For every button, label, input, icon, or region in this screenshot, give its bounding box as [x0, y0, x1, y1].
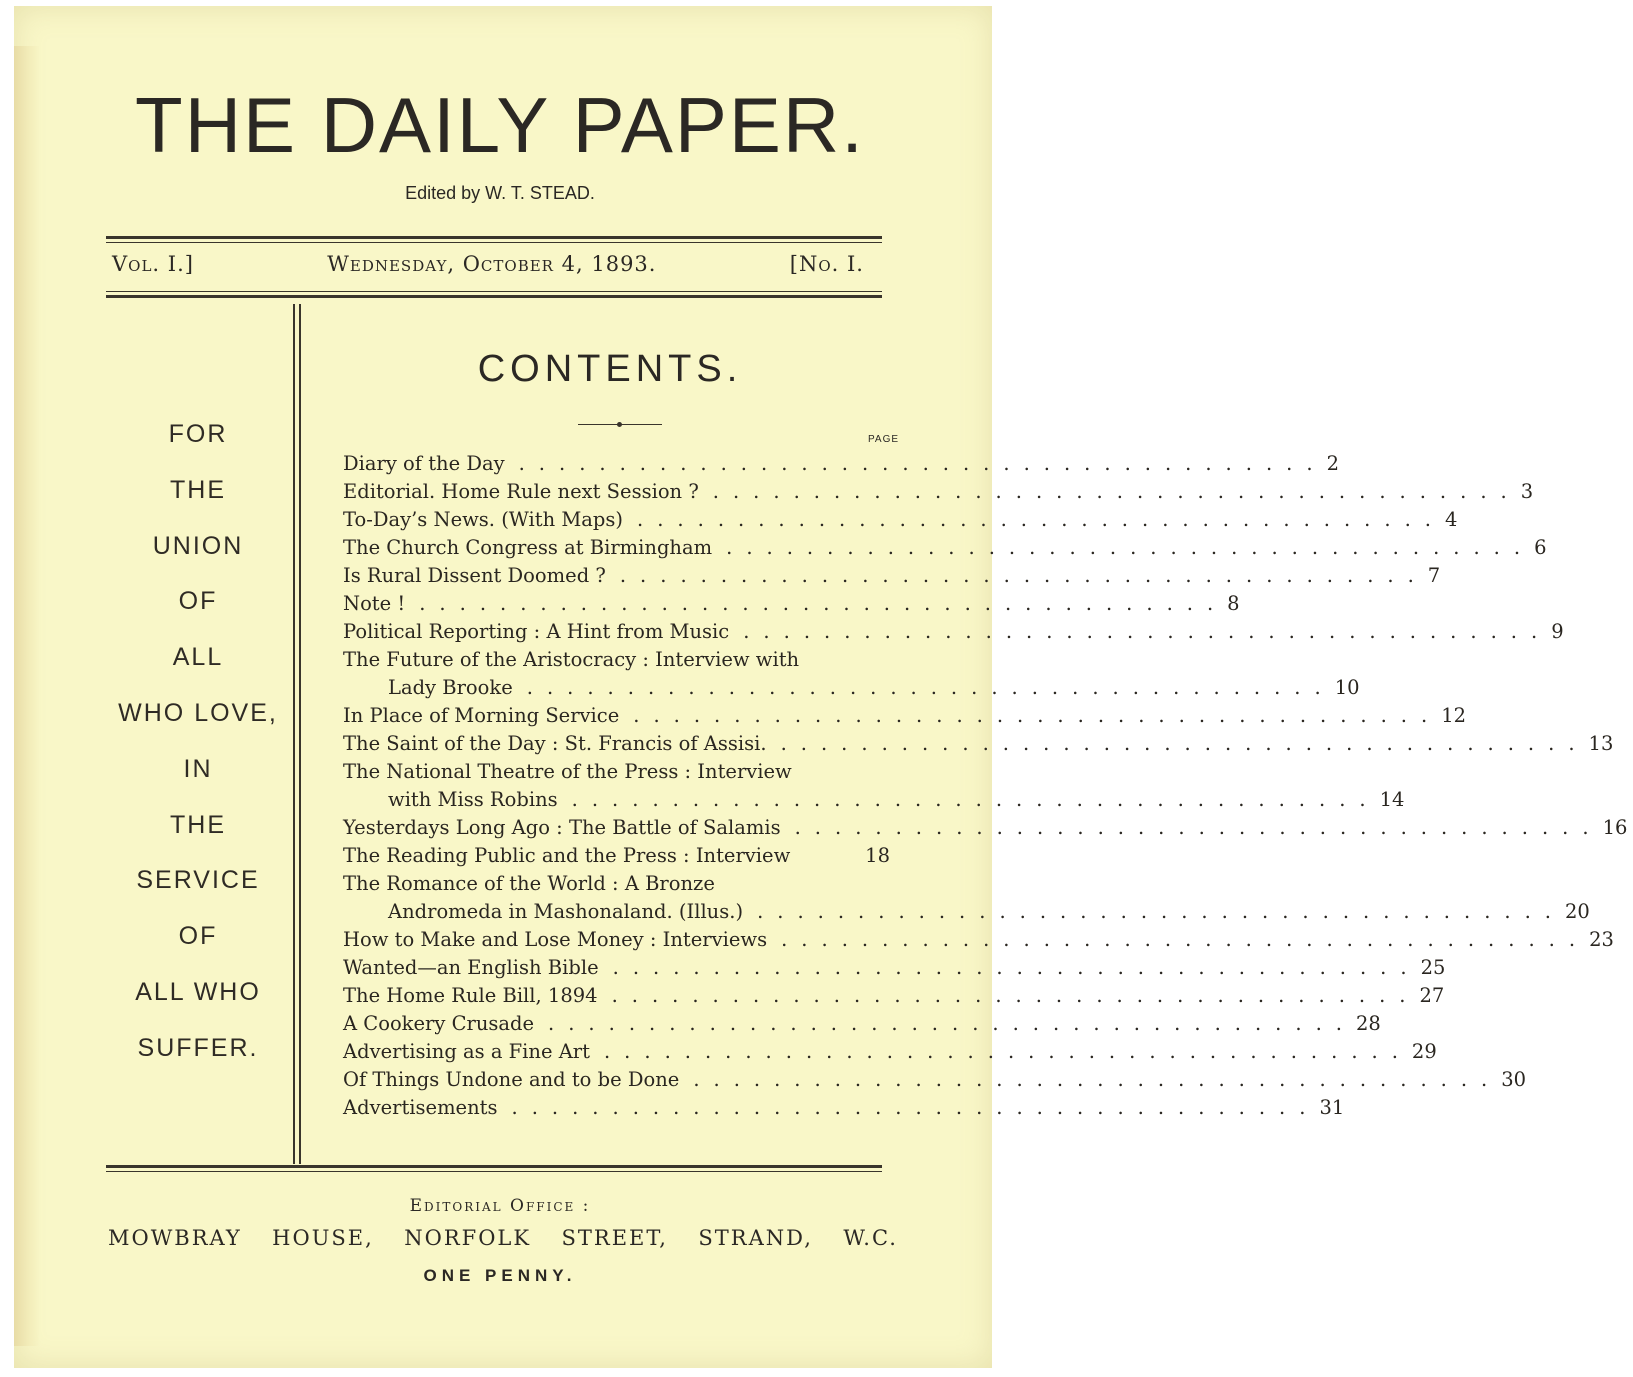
- contents-row: [328, 618, 1564, 646]
- dedication-line: SUFFER.: [137, 1033, 259, 1062]
- contents-title: Note !: [343, 592, 406, 615]
- contents-row: [328, 842, 896, 870]
- dedication-line: FOR: [168, 420, 228, 448]
- contents-title: Political Reporting : A Hint from Music: [343, 620, 730, 643]
- leader-dots: ........................................: [743, 620, 1552, 643]
- leader-dots: ........................................: [419, 592, 1228, 615]
- contents-row: [328, 758, 896, 786]
- top-rule-thick: [106, 236, 882, 239]
- mid-rule-thick: [106, 295, 882, 298]
- leader-dots: ........................................: [619, 564, 1428, 587]
- dedication-line: WHO LOVE,: [118, 698, 278, 727]
- contents-title: Wanted—an English Bible: [343, 956, 599, 979]
- contents-page-number: 28: [1355, 1012, 1381, 1035]
- contents-page-number: 2: [1326, 452, 1339, 475]
- contents-title: Is Rural Dissent Doomed ?: [343, 564, 606, 587]
- bottom-rule-thin: [106, 1171, 882, 1172]
- masthead-title: THE DAILY PAPER.: [135, 81, 865, 169]
- contents-page-number: 8: [1227, 592, 1240, 615]
- address-word: W.C.: [843, 1226, 898, 1250]
- contents-title: Yesterdays Long Ago : The Battle of Salamis: [343, 816, 781, 839]
- office-address: [108, 1226, 898, 1250]
- contents-row: [328, 478, 1534, 506]
- contents-page-number: 6: [1534, 536, 1547, 559]
- contents-row: [328, 674, 1360, 702]
- contents-title: A Cookery Crusade: [343, 1012, 535, 1035]
- dedication-line: OF: [178, 587, 218, 616]
- contents-row: [328, 898, 1590, 926]
- contents-title: How to Make and Lose Money : Interviews: [343, 928, 768, 951]
- leader-dots: ........................................: [637, 508, 1445, 531]
- editor-line: Edited by W. T. STEAD.: [405, 183, 595, 203]
- bottom-rule-thick: [106, 1165, 882, 1168]
- contents-list: [328, 450, 1628, 1122]
- contents-title: Advertising as a Fine Art: [343, 1040, 590, 1063]
- contents-row: [328, 702, 1467, 730]
- dedication-line: OF: [178, 922, 218, 951]
- contents-page-number: 16: [1602, 816, 1628, 839]
- contents-page-number: [852, 758, 896, 786]
- leader-dots: ........................................: [518, 452, 1327, 475]
- price-label: ONE PENNY.: [423, 1266, 577, 1285]
- contents-row: [328, 534, 1547, 562]
- contents-page-number: 12: [1441, 704, 1467, 727]
- contents-title: The National Theatre of the Press : Interview: [343, 760, 792, 783]
- column-divider-right: [299, 304, 301, 1164]
- dedication-line: UNION: [152, 531, 244, 560]
- contents-row: [328, 506, 1458, 534]
- contents-page-number: 9: [1551, 620, 1564, 643]
- leader-dots: ........................................: [693, 1068, 1502, 1091]
- contents-page-number: 7: [1427, 564, 1441, 587]
- editorial-office-label: Editorial Office :: [409, 1196, 591, 1216]
- address-word: STRAND,: [698, 1226, 813, 1250]
- contents-page-number: 14: [1379, 788, 1405, 811]
- contents-title: The Romance of the World : A Bronze: [343, 872, 715, 895]
- leader-dots: ........................................: [712, 480, 1521, 503]
- leader-dots: ........................................: [548, 1012, 1356, 1035]
- contents-page-number: [852, 870, 896, 898]
- contents-page-number: 10: [1334, 676, 1360, 699]
- contents-page-number: 20: [1565, 900, 1590, 923]
- ornament-divider: [578, 424, 662, 427]
- address-word: NORFOLK: [404, 1226, 532, 1250]
- issue-number: [No. I.: [789, 252, 864, 276]
- address-word: HOUSE,: [272, 1226, 374, 1250]
- dedication-column: [108, 412, 288, 1082]
- contents-row: [328, 1010, 1381, 1038]
- volume-label: Vol. I.]: [112, 252, 194, 276]
- mid-rule-thin: [106, 291, 882, 292]
- contents-row: [328, 450, 1339, 478]
- contents-title: The Future of the Aristocracy : Interview with: [343, 648, 800, 671]
- contents-row: [328, 1066, 1527, 1094]
- leader-dots: ........................................: [612, 956, 1421, 979]
- contents-page-number: 30: [1501, 1068, 1527, 1091]
- contents-title: The Home Rule Bill, 1894: [343, 984, 598, 1007]
- contents-row: [328, 730, 1614, 758]
- leader-dots: ........................................: [511, 1096, 1320, 1119]
- address-word: MOWBRAY: [108, 1226, 242, 1250]
- dedication-line: ALL: [172, 643, 224, 672]
- contents-row: [328, 926, 1614, 954]
- top-rule-thin: [106, 242, 882, 243]
- issue-date: Wednesday, October 4, 1893.: [327, 252, 657, 276]
- contents-page-number: 27: [1419, 984, 1445, 1007]
- dedication-line: THE: [170, 810, 226, 839]
- leader-dots: ........................................: [757, 900, 1566, 923]
- contents-page-number: 25: [1420, 956, 1446, 979]
- contents-heading: CONTENTS.: [477, 348, 743, 390]
- issue-info-row: [112, 252, 864, 276]
- contents-row: [328, 562, 1441, 590]
- contents-title: The Reading Public and the Press : Interview: [343, 844, 791, 867]
- contents-title: Of Things Undone and to be Done: [343, 1068, 680, 1091]
- contents-row: [328, 954, 1446, 982]
- contents-page-number: 29: [1411, 1040, 1437, 1063]
- contents-page-number: 31: [1319, 1096, 1345, 1119]
- dedication-line: THE: [170, 475, 226, 504]
- leader-dots: ........................................: [726, 536, 1535, 559]
- contents-title: Lady Brooke: [388, 676, 513, 699]
- contents-title: In Place of Morning Service: [343, 704, 620, 727]
- leader-dots: ........................................: [794, 816, 1603, 839]
- leader-dots: ........................................: [611, 984, 1420, 1007]
- contents-title: with Miss Robins: [388, 788, 558, 811]
- column-divider-left: [293, 304, 295, 1164]
- leader-dots: ........................................: [571, 788, 1380, 811]
- leader-dots: ........................................: [633, 704, 1442, 727]
- dedication-line: IN: [183, 754, 213, 783]
- contents-title: To-Day’s News. (With Maps): [343, 508, 624, 531]
- leader-dots: ........................................: [603, 1040, 1412, 1063]
- contents-row: [328, 814, 1628, 842]
- torn-edge: [14, 46, 40, 1346]
- dedication-line: ALL WHO: [135, 977, 261, 1006]
- contents-title: Advertisements: [343, 1096, 498, 1119]
- contents-page-number: 18: [865, 844, 890, 867]
- contents-title: The Church Congress at Birmingham: [343, 536, 713, 559]
- contents-page-number: 3: [1520, 480, 1534, 503]
- contents-page-number: 13: [1588, 732, 1614, 755]
- leader-dots: ........................................: [781, 928, 1590, 951]
- contents-title: Diary of the Day: [343, 452, 505, 475]
- contents-row: [328, 786, 1405, 814]
- contents-page-number: 4: [1444, 508, 1458, 531]
- contents-title: The Saint of the Day : St. Francis of Assisi.: [343, 732, 767, 755]
- contents-row: [328, 590, 1240, 618]
- contents-page-number: [852, 646, 896, 674]
- contents-row: [328, 870, 896, 898]
- page-column-label: PAGE: [868, 434, 900, 445]
- contents-title: Editorial. Home Rule next Session ?: [343, 480, 699, 503]
- contents-page-number: 23: [1589, 928, 1614, 951]
- leader-dots: ........................................: [526, 676, 1335, 699]
- contents-row: [328, 1038, 1437, 1066]
- leader-dots: ........................................: [780, 732, 1589, 755]
- contents-row: [328, 646, 896, 674]
- address-word: STREET,: [561, 1226, 668, 1250]
- contents-title: Andromeda in Mashonaland. (Illus.): [388, 900, 744, 923]
- dedication-line: SERVICE: [136, 866, 260, 895]
- contents-row: [328, 1094, 1345, 1122]
- contents-row: [328, 982, 1445, 1010]
